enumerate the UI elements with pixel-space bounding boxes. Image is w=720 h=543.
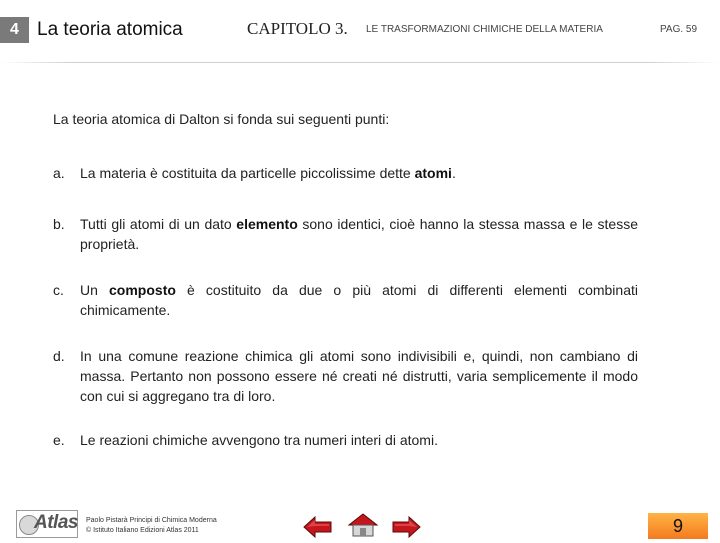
intro-text: La teoria atomica di Dalton si fonda sui seguenti punti:	[53, 111, 390, 127]
list-item-text: La materia è costituita da particelle piccolissime dette atomi.	[80, 165, 456, 181]
chapter-label: CAPITOLO 3.	[247, 19, 348, 38]
page-label: PAG. 59	[660, 24, 698, 35]
keyword: atomi	[414, 165, 452, 181]
list-item-letter: a.	[53, 165, 65, 181]
list-item-letter: b.	[53, 216, 65, 232]
list-item-letter: c.	[53, 282, 64, 298]
list-item	[53, 346, 638, 406]
list-item	[53, 214, 638, 254]
chapter-title: La teoria atomica	[37, 19, 183, 40]
list-item-text: Un composto è costituito da due o più atomi di differenti elementi combinati chimicamente.	[80, 282, 638, 318]
list-item-text: Le reazioni chimiche avvengono tra numeri interi di atomi.	[80, 432, 438, 448]
list-item-text: Tutti gli atomi di un dato elemento sono identici, cioè hanno la stessa massa e le stesse proprietà.	[80, 216, 638, 252]
page-number-badge: 9	[648, 513, 708, 539]
keyword: composto	[109, 282, 176, 298]
back-button[interactable]	[303, 516, 333, 538]
list-item	[53, 163, 638, 183]
chapter-subtitle: LE TRASFORMAZIONI CHIMICHE DELLA MATERIA	[366, 24, 603, 35]
keyword: elemento	[236, 216, 298, 232]
arrow-right-icon	[391, 516, 421, 538]
list-item	[53, 430, 638, 450]
list-item-letter: d.	[53, 348, 65, 364]
atlas-logo-text: Atlas	[34, 512, 78, 533]
list-item-text: In una comune reazione chimica gli atomi sono indivisibili e, quindi, non cambiano di massa. Pertanto non possono essere né creati né distrutti, varia semplicemente il modo con cui si aggregano tra di loro.	[80, 348, 638, 404]
home-button[interactable]	[348, 516, 378, 538]
credits	[86, 516, 217, 536]
credit-publisher: © Istituto Italiano Edizioni Atlas 2011	[86, 527, 199, 534]
atlas-logo	[16, 510, 78, 538]
chapter-number-badge: 4	[0, 17, 29, 43]
page-header	[0, 0, 720, 62]
credit-book: Paolo Pistarà Principi di Chimica Moderna	[86, 517, 217, 524]
list-item-letter: e.	[53, 432, 65, 448]
header-divider	[0, 62, 720, 63]
home-icon	[348, 513, 378, 537]
list-item	[53, 280, 638, 320]
next-button[interactable]	[391, 516, 421, 538]
arrow-left-icon	[303, 516, 333, 538]
